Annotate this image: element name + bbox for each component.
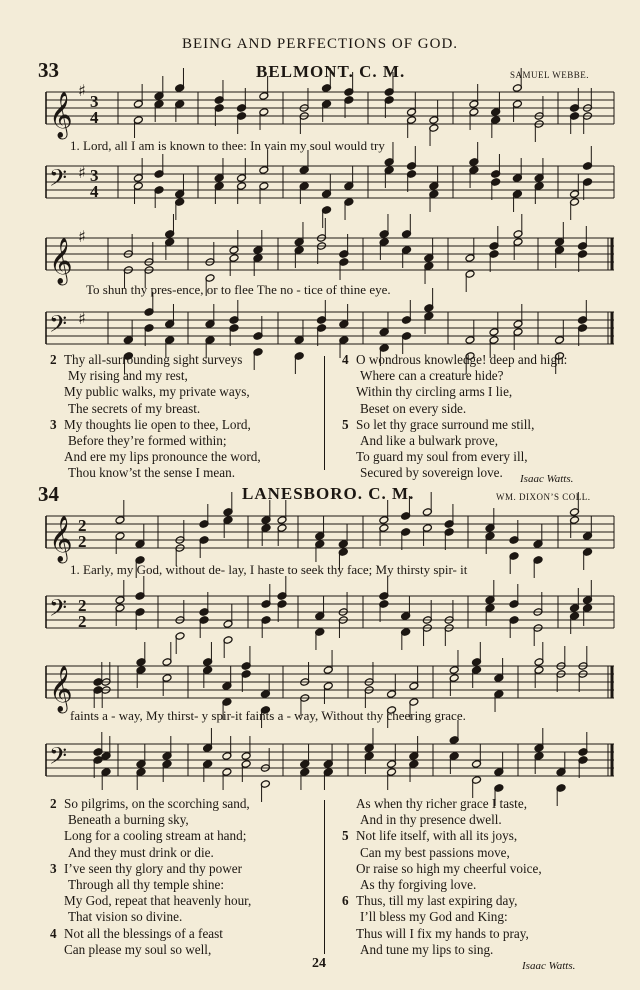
lyric-line: faints a - way, My thirst- y spir-it faints a - way, Without thy cheering grace. [70, 708, 466, 723]
verse-line: 2 So pilgrims, on the scorching sand, [50, 796, 250, 811]
verse-line: 6 Thus, till my last expiring day, [342, 893, 518, 909]
verse-line: That vision so divine. [68, 909, 183, 925]
sharp-icon: ♯ [78, 81, 86, 100]
verse-line: Or raise so high my cheerful voice, [356, 860, 542, 876]
verse-line: 3 I’ve seen thy glory and thy power [50, 860, 242, 876]
time-signature-top: 2 [78, 516, 87, 535]
staff-group [46, 576, 614, 658]
verse-line: 5 So let thy grace surround me still, [342, 416, 535, 432]
verse-line: My rising and my rest, [68, 368, 188, 384]
treble-clef-icon: 𝄞 [49, 92, 73, 138]
verse-line: Secured by sovereign love. [360, 465, 503, 481]
bass-clef-icon: 𝄢 [49, 310, 68, 343]
music-system [38, 590, 616, 640]
tune-title: BELMONT. C. M. [256, 62, 406, 81]
verse-line: 3 My thoughts lie open to thee, Lord, [50, 416, 251, 432]
verse-line: And in thy presence dwell. [360, 812, 502, 828]
lyric-line: To shun thy pres-ence, or to flee The no - tice of thine eye. [86, 282, 391, 297]
verse-line: And they must drink or die. [68, 844, 214, 860]
tune-title: LANESBORO. C. M. [242, 484, 415, 503]
music-system [38, 306, 616, 356]
sharp-icon: ♯ [78, 163, 86, 182]
bass-clef-icon: 𝄢 [49, 594, 68, 627]
sharp-icon: ♯ [78, 227, 86, 246]
verse-line: My public walks, my private ways, [64, 384, 250, 400]
verse-line: Within thy circling arms I lie, [356, 384, 513, 400]
verse-line: Through all thy temple shine: [68, 877, 225, 893]
column-divider [324, 800, 325, 954]
verse-line: To guard my soul from every ill, [356, 449, 528, 465]
verse-line: Can please my soul so well, [64, 941, 212, 957]
verse-line: And like a bulwark prove, [360, 433, 499, 449]
staff-group [46, 142, 614, 228]
verses-right [342, 352, 622, 482]
bass-clef-icon: 𝄢 [49, 742, 68, 775]
hymn-number: 33 [38, 58, 59, 82]
verse-line: And ere my lips pronounce the word, [64, 449, 261, 465]
author-credit: Isaac Watts. [520, 473, 574, 485]
verse-line: 4 Not all the blessings of a feast [50, 925, 223, 941]
music-system [38, 510, 616, 560]
column-divider [324, 356, 325, 470]
verse-line: 5 Not life itself, with all its joys, [342, 828, 518, 844]
verse-line: Long for a cooling stream at hand; [64, 828, 247, 844]
music-system [38, 160, 616, 210]
verse-line: Thou know’st the sense I mean. [68, 465, 236, 481]
verses-left [50, 352, 320, 482]
time-signature-top: 2 [78, 596, 87, 615]
verse-line: Beset on every side. [360, 400, 467, 416]
verse-line: And tune my lips to sing. [360, 941, 494, 957]
verse-line: Thus will I fix my hands to pray, [356, 925, 529, 941]
verse-line: 2 Thy all-surrounding sight surveys [50, 352, 243, 367]
verse-line: 4 O wondrous knowledge! deep and high: [342, 352, 568, 367]
time-signature-bottom: 4 [90, 182, 99, 201]
composer-credit: WM. DIXON’S COLL. [496, 492, 591, 502]
lyric-line: 1. Lord, all I am is known to thee: In vain my soul would try [70, 138, 385, 153]
verse-line: The secrets of my breast. [68, 400, 201, 416]
section-header: BEING AND PERFECTIONS OF GOD. [181, 36, 459, 52]
author-credit: Isaac Watts. [522, 960, 576, 972]
time-signature-bottom: 2 [78, 612, 87, 631]
composer-credit: SAMUEL WEBBE. [510, 70, 590, 80]
verse-line: Beneath a burning sky, [68, 812, 189, 828]
verse-line: Where can a creature hide? [360, 368, 504, 384]
lyric-line: 1. Early, my God, without de- lay, I haste to seek thy face; My thirsty spir- it [70, 562, 468, 577]
time-signature-top: 3 [90, 92, 99, 111]
time-signature-bottom: 4 [90, 108, 99, 127]
treble-clef-icon: 𝄞 [49, 516, 73, 562]
music-system [38, 738, 616, 788]
verse-line: Can my best passions move, [360, 844, 510, 860]
verse-line: Before they’re formed within; [68, 433, 227, 449]
music-system [38, 227, 616, 284]
treble-clef-icon: 𝄞 [49, 666, 73, 712]
verse-line: As thy forgiving love. [360, 877, 477, 893]
page-number: 24 [312, 956, 326, 971]
sharp-icon: ♯ [78, 309, 86, 328]
staff-group [46, 720, 614, 806]
music-system [38, 81, 616, 138]
bass-clef-icon: 𝄢 [49, 164, 68, 197]
verse-line: As when thy richer grace I taste, [356, 796, 527, 811]
hymn-number: 34 [38, 482, 59, 506]
verses-right [342, 796, 622, 958]
time-signature-bottom: 2 [78, 532, 87, 551]
verses-left [50, 796, 320, 958]
music-system [38, 660, 616, 710]
treble-clef-icon: 𝄞 [49, 238, 73, 284]
time-signature-top: 3 [90, 166, 99, 185]
verse-line: My God, repeat that heavenly hour, [64, 893, 252, 909]
verse-line: I’ll bless my God and King: [360, 909, 508, 925]
